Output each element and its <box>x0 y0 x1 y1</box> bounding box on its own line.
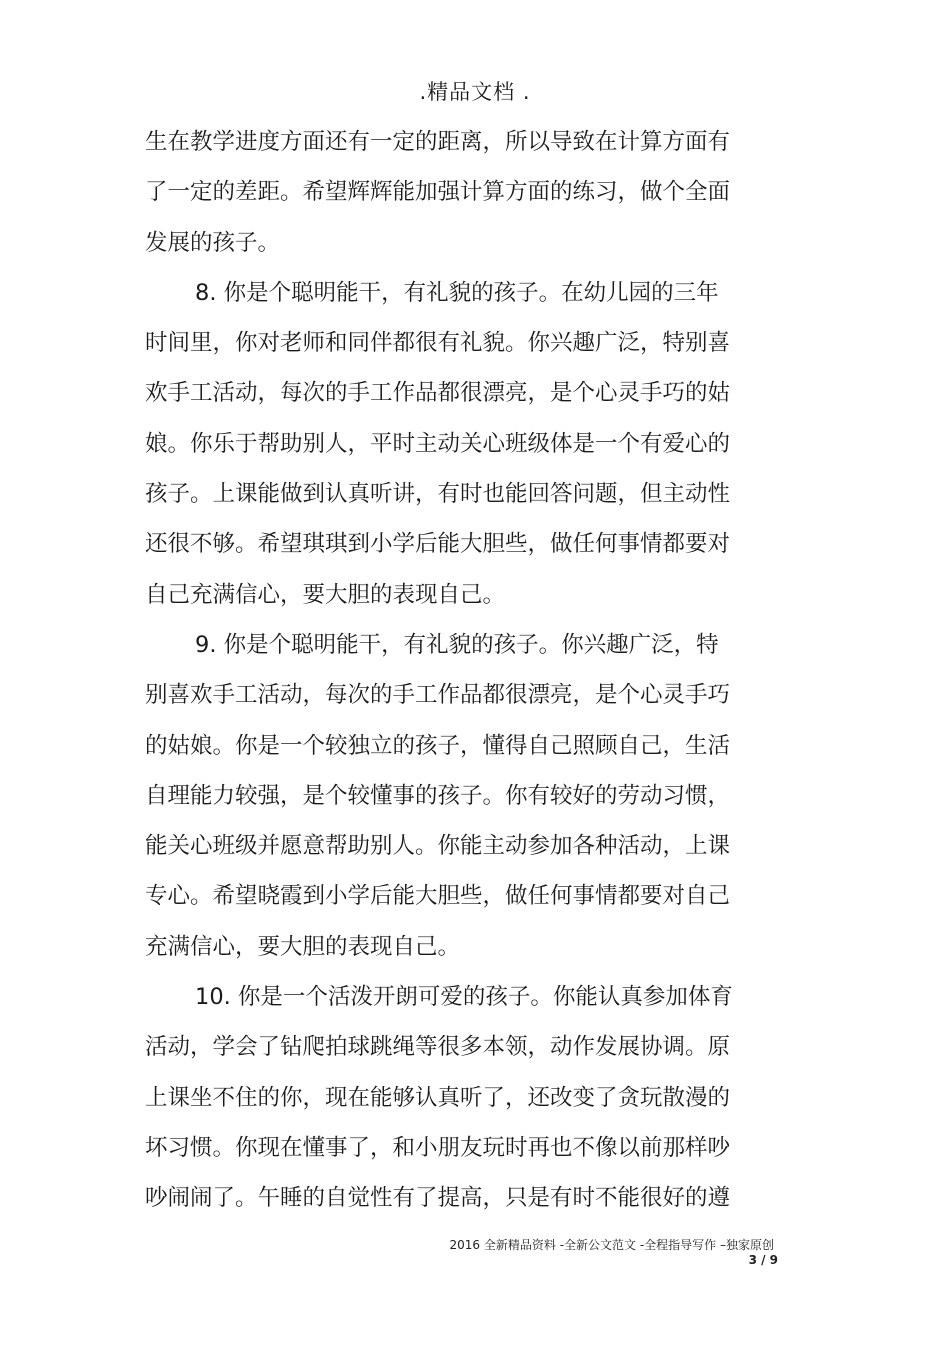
text-line: 9. 你是个聪明能干，有礼貌的孩子。你兴趣广泛，特 <box>195 631 719 658</box>
footer-text: 2016 全新精品资料 -全新公文范文 -全程指导写作 –独家原创 <box>449 1238 774 1252</box>
text-line: 活动，学会了钻爬拍球跳绳等很多本领，动作发展协调。原 <box>145 1034 731 1061</box>
text-line: 8. 你是个聪明能干，有礼貌的孩子。在幼儿园的三年 <box>195 279 719 306</box>
text-line: 自理能力较强，是个较懂事的孩子。你有较好的劳动习惯， <box>145 782 731 809</box>
text-line: 能关心班级并愿意帮助别人。你能主动参加各种活动，上课 <box>145 833 731 860</box>
page-number: 3 / 9 <box>748 1253 778 1267</box>
text-line: 上课坐不住的你，现在能够认真听了，还改变了贪玩散漫的 <box>145 1084 731 1111</box>
document-body <box>145 122 765 1229</box>
text-line: 10. 你是一个活泼开朗可爱的孩子。你能认真参加体育 <box>195 984 733 1011</box>
text-line: 了一定的差距。希望辉辉能加强计算方面的练习，做个全面 <box>145 179 731 206</box>
document-header: .精品文档 . <box>419 80 531 104</box>
text-line: 充满信心，要大胆的表现自己。 <box>145 933 461 960</box>
text-line: 欢手工活动，每次的手工作品都很漂亮，是个心灵手巧的姑 <box>145 380 731 407</box>
text-line: 坏习惯。你现在懂事了，和小朋友玩时再也不像以前那样吵 <box>145 1134 731 1161</box>
text-line: 时间里，你对老师和同伴都很有礼貌。你兴趣广泛，特别喜 <box>145 330 731 357</box>
text-line: 别喜欢手工活动，每次的手工作品都很漂亮，是个心灵手巧 <box>145 682 731 709</box>
text-line: 吵闹闹了。午睡的自觉性有了提高，只是有时不能很好的遵 <box>145 1185 731 1212</box>
text-line: 孩子。上课能做到认真听讲，有时也能回答问题，但主动性 <box>145 481 731 508</box>
text-line: 自己充满信心，要大胆的表现自己。 <box>145 581 506 608</box>
text-line: 还很不够。希望琪琪到小学后能大胆些，做任何事情都要对 <box>145 531 731 558</box>
text-line: 娘。你乐于帮助别人，平时主动关心班级体是一个有爱心的 <box>145 430 731 457</box>
text-line: 生在教学进度方面还有一定的距离，所以导致在计算方面有 <box>145 129 731 155</box>
text-line: 的姑娘。你是一个较独立的孩子，懂得自己照顾自己，生活 <box>145 732 731 759</box>
text-line: 发展的孩子。 <box>145 229 281 256</box>
text-line: 专心。希望晓霞到小学后能大胆些，做任何事情都要对自己 <box>145 883 731 910</box>
